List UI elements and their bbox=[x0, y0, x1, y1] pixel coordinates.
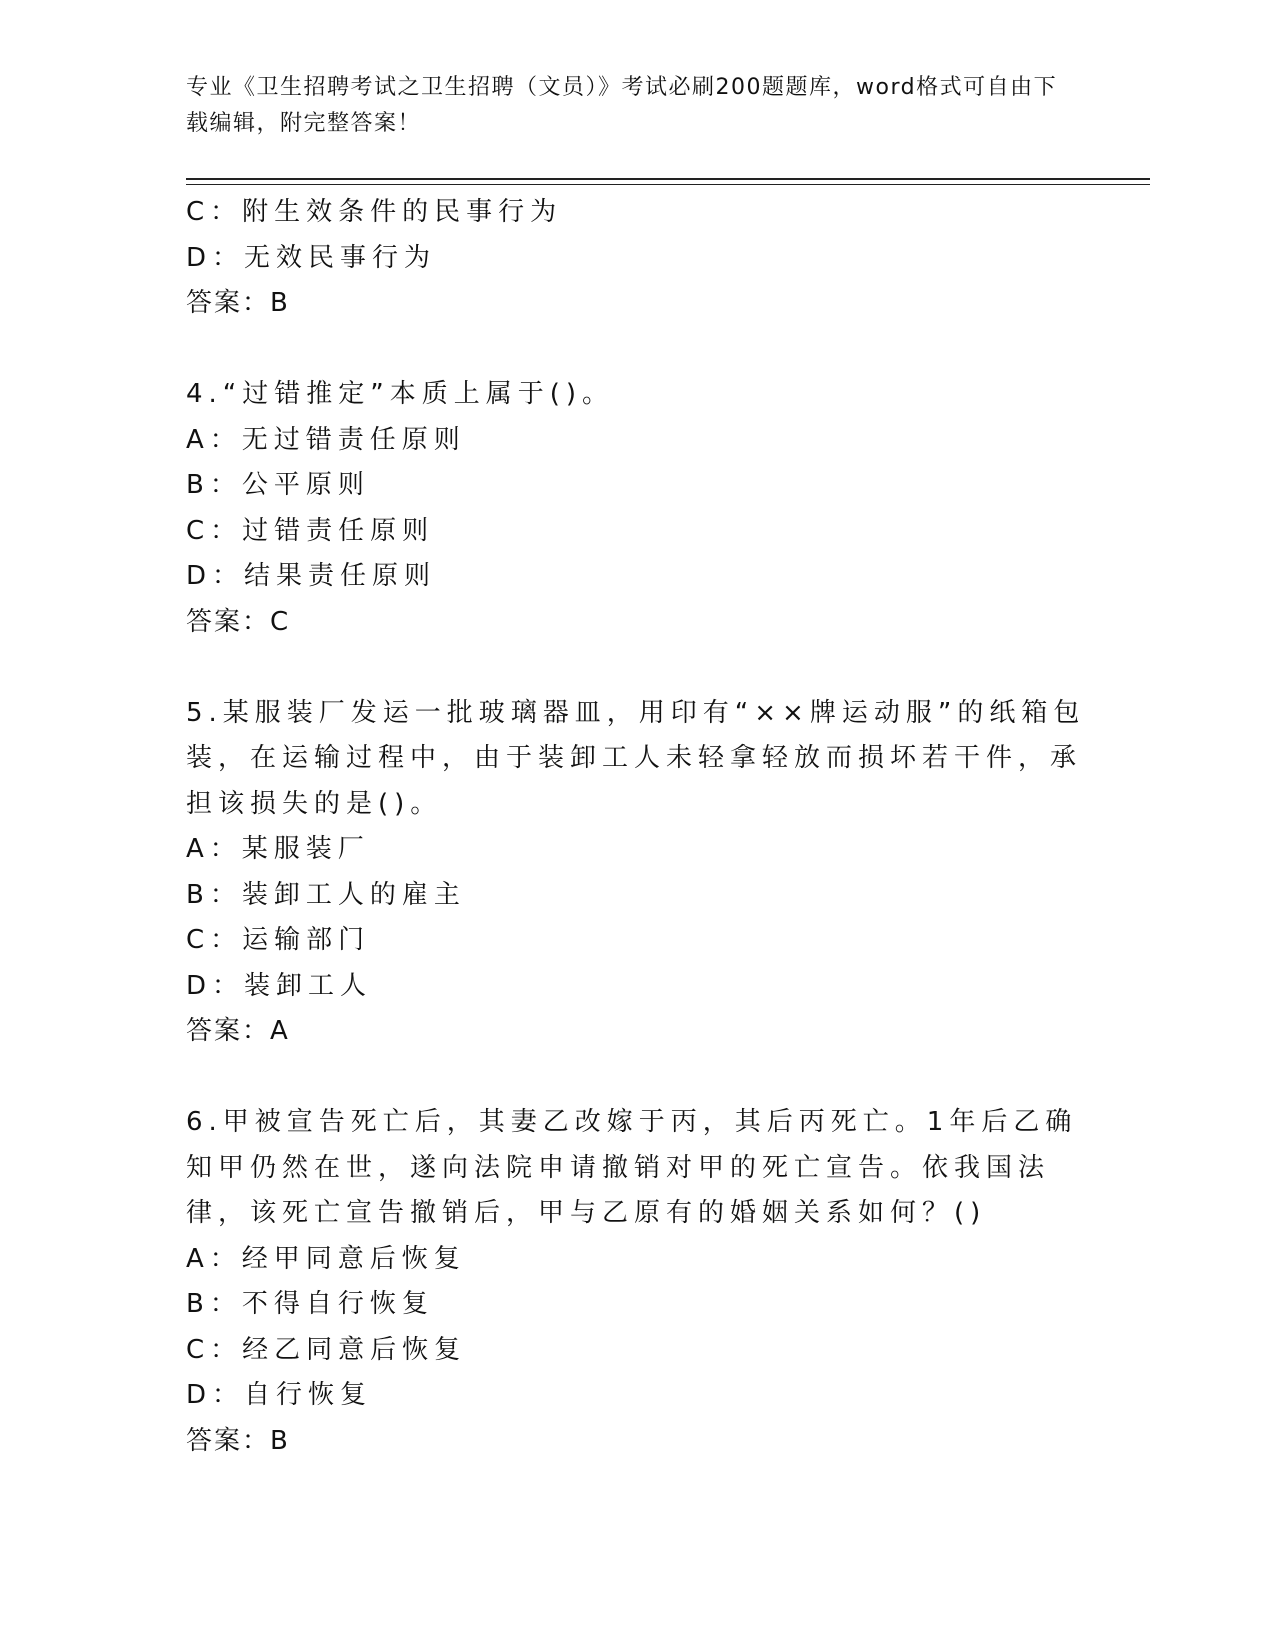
question-stem: 5.某服装厂发运一批玻璃器皿，用印有“××牌运动服”的纸箱包装，在运输过程中，由于装卸工人未轻拿轻放而损坏若干件，承担该损失的是()。 bbox=[186, 697, 1086, 819]
question-6 bbox=[186, 1100, 1106, 1464]
question-3-remainder bbox=[186, 190, 1106, 327]
spacer bbox=[186, 327, 1106, 373]
option-c: C：过错责任原则 bbox=[186, 515, 435, 546]
option-b: B：公平原则 bbox=[186, 470, 370, 500]
option-a: A：经甲同意后恢复 bbox=[186, 1243, 466, 1274]
answer-line: 答案：C bbox=[186, 606, 291, 637]
option-d: D：无效民事行为 bbox=[186, 242, 437, 273]
answer-line: 答案：B bbox=[186, 1425, 290, 1456]
option-b: B：装卸工人的雇主 bbox=[186, 879, 466, 910]
header-rule-thick bbox=[186, 178, 1150, 180]
header-rule-thin bbox=[186, 184, 1150, 185]
question-5 bbox=[186, 691, 1106, 1055]
option-c: C：附生效条件的民事行为 bbox=[186, 197, 563, 227]
question-stem: 4.“过错推定”本质上属于()。 bbox=[186, 379, 615, 409]
answer-line: 答案：B bbox=[186, 288, 290, 318]
option-d: D：装卸工人 bbox=[186, 970, 373, 1001]
option-a: A：某服装厂 bbox=[186, 834, 370, 864]
spacer bbox=[186, 1055, 1106, 1101]
option-d: D：自行恢复 bbox=[186, 1380, 373, 1410]
spacer bbox=[186, 645, 1106, 691]
document-header: 专业《卫生招聘考试之卫生招聘（文员）》考试必刷200题题库，word格式可自由下载编辑，附完整答案！ bbox=[186, 75, 1058, 136]
question-stem: 6.甲被宣告死亡后，其妻乙改嫁于丙，其后丙死亡。1年后乙确知甲仍然在世，遂向法院申请撤销对甲的死亡宣告。依我国法律，该死亡宣告撤销后，甲与乙原有的婚姻关系如何？() bbox=[186, 1107, 1078, 1228]
answer-line: 答案：A bbox=[186, 1016, 290, 1046]
option-c: C：运输部门 bbox=[186, 925, 371, 955]
question-content bbox=[186, 190, 1106, 1464]
option-c: C：经乙同意后恢复 bbox=[186, 1334, 467, 1365]
option-b: B：不得自行恢复 bbox=[186, 1289, 434, 1319]
question-4 bbox=[186, 372, 1106, 645]
option-d: D：结果责任原则 bbox=[186, 561, 437, 591]
option-a: A：无过错责任原则 bbox=[186, 424, 466, 455]
